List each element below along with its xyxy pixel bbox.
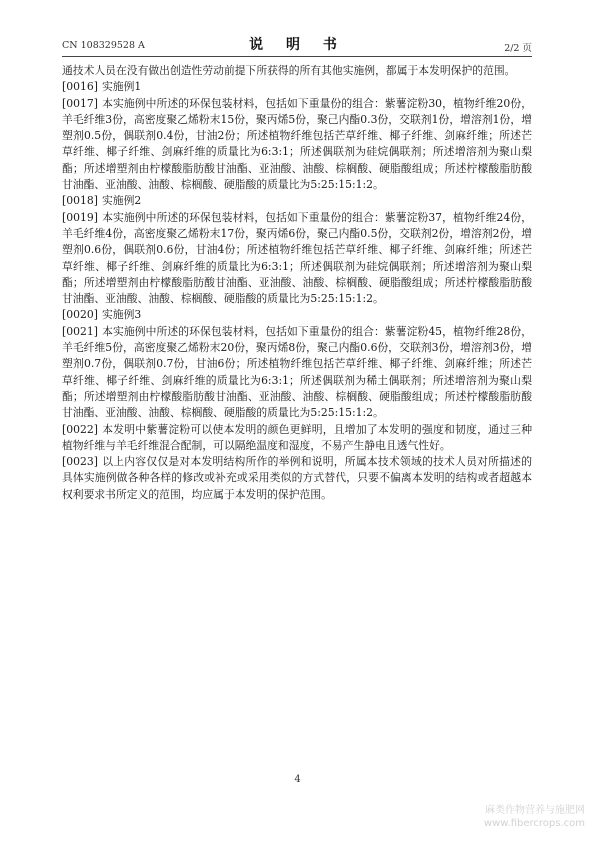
paragraph-number: [0022]: [62, 422, 98, 436]
paragraph-text: 实施例3: [102, 308, 142, 322]
paragraph-text: 通技术人员在没有做出创造性劳动前提下所获得的所有其他实施例，都属于本发明保护的范围。: [62, 64, 516, 77]
paragraph-text: 以上内容仅仅是对本发明结构所作的举例和说明，所属本技术领域的技术人员对所描述的具体实施例做各种各样的修改或补充或采用类似的方式替代，只要不偏离本发明的结构或者超越本权利要求书所定义的范围，均应属于本发明的保护范围。: [62, 455, 532, 501]
paragraph-text: 本实施例中所述的环保包装材料，包括如下重量份的组合：紫薯淀粉45，植物纤维28份，羊毛纤维5份，高密度聚乙烯粉末20份，聚丙烯8份，聚己内酯0.6份，交联剂3份，增溶剂3份，增塑剂0.7份，偶联剂0.7份，甘油6份；所述植物纤维包括芒草纤维、椰子纤维、剑麻纤维；所述芒草纤维、椰子纤维、剑麻纤维的质量比为6:3:1；所述偶联剂为稀土偶联剂；所述增溶剂为聚山梨酯；所述增塑剂由柠檬酸脂肪酸甘油酯、亚油酸、油酸、棕榈酸、硬脂酸组成；所述柠檬酸脂肪酸甘油酯、亚油酸、油酸、棕榈酸、硬脂酸的质量比为5:25:15:1:2。: [62, 324, 532, 420]
site-watermark: [484, 804, 585, 830]
paragraph-text: 实施例2: [102, 194, 142, 208]
document-body: [62, 63, 532, 503]
header-divider: [62, 56, 532, 57]
paragraph-continuation: [62, 63, 532, 79]
paragraph-text: 本实施例中所述的环保包装材料，包括如下重量份的组合：紫薯淀粉30，植物纤维20份，羊毛纤维3份，高密度聚乙烯粉末15份，聚丙烯5份，聚己内酯0.3份，交联剂1份，增溶剂1份，增塑剂0.5份，偶联剂0.4份，甘油2份；所述植物纤维包括芒草纤维、椰子纤维、剑麻纤维；所述芒草纤维、椰子纤维、剑麻纤维的质量比为6:3:1；所述偶联剂为硅烷偶联剂；所述增溶剂为聚山梨酯；所述增塑剂由柠檬酸脂肪酸甘油酯、亚油酸、油酸、棕榈酸、硬脂酸组成；所述柠檬酸脂肪酸甘油酯、亚油酸、油酸、棕榈酸、硬脂酸的质量比为5:25:15:1:2。: [62, 96, 532, 192]
paragraph-number: [0020]: [62, 308, 98, 322]
paragraph-0020: [62, 307, 532, 323]
paragraph-0019: [62, 210, 532, 308]
paragraph-number: [0017]: [62, 96, 98, 110]
watermark-site-name: 麻类作物营养与施肥网: [485, 805, 585, 816]
paragraph-number: [0021]: [62, 324, 98, 338]
document-title: 说 明 书: [249, 37, 346, 53]
watermark-url: www.fibercrops.com: [483, 818, 585, 829]
paragraph-0021: [62, 324, 532, 422]
paragraph-0023: [62, 454, 532, 503]
paragraph-text: 本实施例中所述的环保包装材料，包括如下重量份的组合：紫薯淀粉37，植物纤维24份，羊毛纤维4份，高密度聚乙烯粉末17份，聚丙烯6份，聚己内酯0.5份，交联剂2份，增溶剂2份，增塑剂0.6份，偶联剂0.6份，甘油4份；所述植物纤维包括芒草纤维、椰子纤维、剑麻纤维；所述芒草纤维、椰子纤维、剑麻纤维的质量比为6:3:1；所述偶联剂为硅烷偶联剂；所述增溶剂为聚山梨酯；所述增塑剂由柠檬酸脂肪酸甘油酯、亚油酸、油酸、棕榈酸、硬脂酸组成；所述柠檬酸脂肪酸甘油酯、亚油酸、油酸、棕榈酸、硬脂酸的质量比为5:25:15:1:2。: [62, 210, 532, 306]
paragraph-0017: [62, 96, 532, 194]
paragraph-number: [0018]: [62, 194, 98, 208]
paragraph-0018: [62, 193, 532, 209]
paragraph-0016: [62, 79, 532, 95]
paragraph-0022: [62, 422, 532, 455]
paragraph-number: [0016]: [62, 80, 98, 94]
paragraph-number: [0023]: [62, 455, 98, 469]
paragraph-text: 实施例1: [102, 80, 142, 94]
paragraph-text: 本发明中紫薯淀粉可以使本发明的颜色更鲜明，且增加了本发明的强度和韧度，通过三种植物纤维与羊毛纤维混合配制，可以隔绝温度和湿度，不易产生静电且透气性好。: [62, 422, 532, 452]
paragraph-number: [0019]: [62, 210, 98, 224]
patent-number: CN 108329528 A: [62, 40, 145, 51]
page-indicator: 2/2 页: [504, 43, 532, 54]
page-number: 4: [294, 774, 301, 785]
